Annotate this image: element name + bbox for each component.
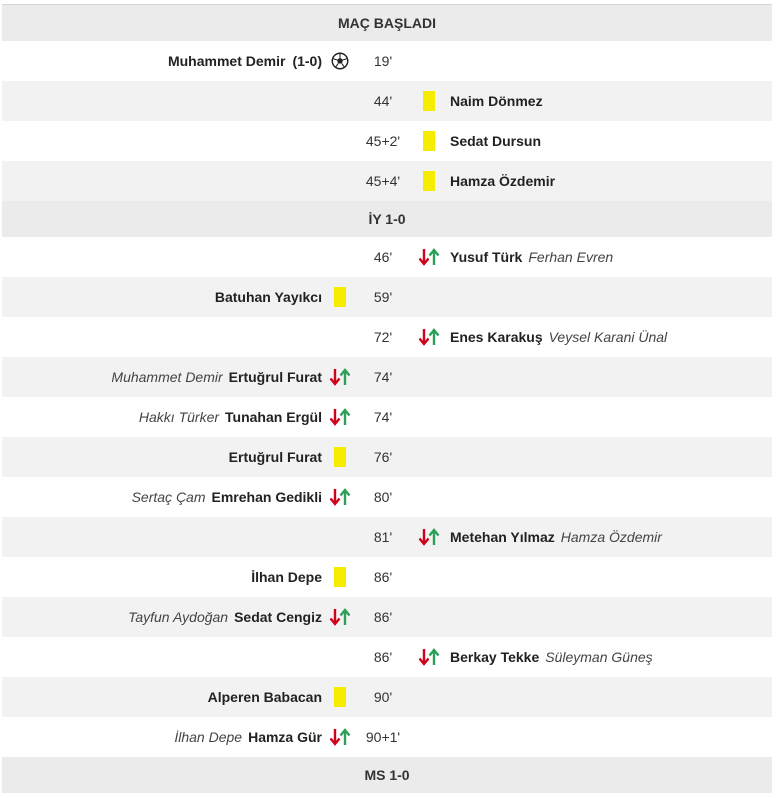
home-icon-cell [322,488,358,506]
event-row [2,357,772,397]
player-in-name: Metehan Yılmaz [450,529,555,545]
substitution-icon [418,528,440,546]
substitution-icon [329,488,351,506]
event-minute: 80' [373,489,393,505]
yellow-card-icon [334,287,346,307]
substitution-icon [418,648,440,666]
event-row [2,237,772,277]
player-out-name: Ferhan Evren [528,249,614,265]
event-row [2,277,772,317]
player-out-name: Sertaç Çam [131,489,206,505]
substitution-icon [329,608,351,626]
player-out-name: İlhan Depe [174,729,243,745]
period-label: MAÇ BAŞLADI [338,15,436,31]
home-icon-cell [322,287,358,307]
event-row [2,41,772,81]
event-minute: 86' [373,569,393,585]
yellow-card-icon [423,171,435,191]
home-icon-cell [322,368,358,386]
home-cell [2,409,322,425]
event-row [2,677,772,717]
away-icon-cell [408,171,450,191]
player-in-name: Emrehan Gedikli [211,489,322,505]
yellow-card-icon [423,91,435,111]
away-icon-cell [408,528,450,546]
player-name: Hamza Özdemir [450,173,556,189]
home-icon-cell [322,687,358,707]
event-minute: 59' [373,289,393,305]
event-minute: 45+4' [365,173,401,189]
event-minute: 90' [373,689,393,705]
away-icon-cell [408,248,450,266]
player-in-name: Sedat Cengiz [234,609,322,625]
player-out-name: Veysel Karani Ünal [548,329,668,345]
match-timeline [2,4,772,793]
substitution-icon [329,728,351,746]
player-out-name: Hamza Özdemir [560,529,662,545]
event-row [2,317,772,357]
player-name: Muhammet Demir [167,53,286,69]
away-cell [450,93,772,109]
event-row [2,477,772,517]
player-in-name: Berkay Tekke [450,649,540,665]
player-in-name: Ertuğrul Furat [228,369,322,385]
event-row [2,437,772,477]
player-name: Naim Dönmez [450,93,543,109]
home-cell [2,53,322,69]
event-minute: 86' [373,649,393,665]
substitution-icon [329,408,351,426]
away-cell [450,249,772,265]
away-cell [450,329,772,345]
away-icon-cell [408,328,450,346]
home-icon-cell [322,447,358,467]
player-in-name: Enes Karakuş [450,329,543,345]
substitution-icon [418,248,440,266]
event-row [2,557,772,597]
player-out-name: Tayfun Aydoğan [128,609,229,625]
event-row [2,637,772,677]
event-row [2,597,772,637]
home-cell [2,449,322,465]
home-icon-cell [322,52,358,70]
home-cell [2,489,322,505]
away-cell [450,173,772,189]
substitution-icon [329,368,351,386]
home-cell [2,609,322,625]
event-minute: 81' [373,529,393,545]
home-cell [2,289,322,305]
event-minute: 76' [373,449,393,465]
away-icon-cell [408,91,450,111]
yellow-card-icon [423,131,435,151]
home-icon-cell [322,567,358,587]
player-name: Ertuğrul Furat [228,449,322,465]
player-name: İlhan Depe [251,569,322,585]
player-name: Sedat Dursun [450,133,542,149]
home-cell [2,369,322,385]
home-cell [2,569,322,585]
player-out-name: Süleyman Güneş [545,649,653,665]
player-out-name: Hakkı Türker [138,409,220,425]
home-icon-cell [322,728,358,746]
player-name: Alperen Babacan [207,689,322,705]
substitution-icon [418,328,440,346]
soccer-ball-icon [331,52,349,70]
home-icon-cell [322,408,358,426]
player-in-name: Hamza Gür [248,729,322,745]
player-in-name: Tunahan Ergül [225,409,322,425]
event-row [2,81,772,121]
period-header [2,757,772,793]
away-cell [450,649,772,665]
away-cell [450,529,772,545]
away-icon-cell [408,648,450,666]
period-header [2,201,772,237]
period-label: İY 1-0 [368,211,406,227]
event-minute: 90+1' [365,729,401,745]
event-row [2,161,772,201]
event-minute: 74' [373,369,393,385]
goal-score: (1-0) [292,53,322,69]
player-in-name: Yusuf Türk [450,249,523,265]
yellow-card-icon [334,567,346,587]
home-icon-cell [322,608,358,626]
event-minute: 45+2' [365,133,401,149]
home-cell [2,729,322,745]
away-cell [450,133,772,149]
event-minute: 74' [373,409,393,425]
event-row [2,717,772,757]
home-cell [2,689,322,705]
event-row [2,397,772,437]
event-minute: 19' [373,53,393,69]
event-minute: 72' [373,329,393,345]
player-out-name: Muhammet Demir [111,369,223,385]
yellow-card-icon [334,447,346,467]
player-name: Batuhan Yayıkcı [214,289,322,305]
yellow-card-icon [334,687,346,707]
event-minute: 86' [373,609,393,625]
event-row [2,517,772,557]
event-minute: 44' [373,93,393,109]
away-icon-cell [408,131,450,151]
period-label: MS 1-0 [364,767,410,783]
event-row [2,121,772,161]
period-header [2,5,772,41]
event-minute: 46' [373,249,393,265]
